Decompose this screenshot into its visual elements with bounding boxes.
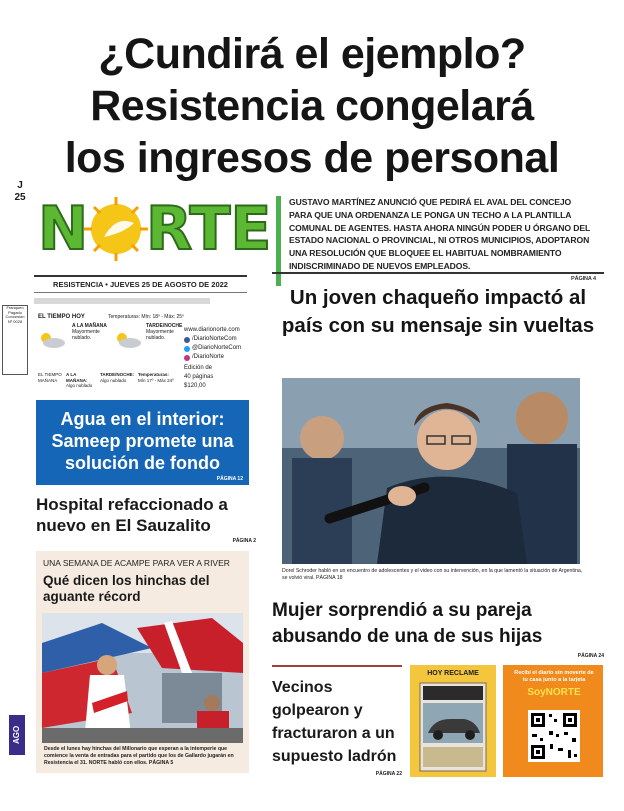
ago-tab: AGO (9, 715, 25, 755)
weather-tomorrow-afternoon-label: TARDE/NOCHE: (100, 372, 135, 377)
vecinos-title[interactable]: Vecinos golpearon y fracturaron a un supuesto ladrón (272, 679, 397, 765)
cloud-sun-icon (114, 332, 142, 348)
weather-tomorrow-morning (66, 372, 96, 389)
weather-box (34, 298, 247, 390)
acampe-story[interactable] (36, 551, 249, 773)
magazine-cover-image (420, 683, 486, 771)
facebook-link[interactable] (184, 335, 241, 344)
twitter-link[interactable] (184, 344, 241, 353)
weather-tomorrow-title: EL TIEMPO MAÑANA (38, 372, 62, 383)
logo-letters-rte: RTE (146, 194, 272, 264)
weather-top-bar (34, 298, 210, 304)
acampe-title: Qué dicen los hinchas del aguante récord (43, 573, 210, 604)
edition-info (184, 364, 241, 391)
hospital-page: PÁGINA 2 (232, 538, 256, 544)
side-day-marker (12, 180, 28, 204)
weather-morning (72, 323, 108, 341)
hoy-reclame-title: HOY RECLAME (427, 670, 479, 677)
acampe-caption: Desde el lunes hay hinchas del Millonario que esperan a la intemperie que comience la venta de entradas para el partido que los de Gallardo jugarán en Resistencia el 31. NORTE habló con ellos. PÁGINA 5 (44, 746, 234, 766)
agua-title: Agua en el interior: Sameep promete una solución de fondo (51, 409, 234, 473)
dek-text: GUSTAVO MARTÍNEZ ANUNCIÓ QUE PEDIRÁ EL AVAL DEL CONCEJO PARA QUE UNA ORDENANZA LE PONGA UN TECHO A LA PLANTILLA COMUNAL DE AGENTES. HASTA AHORA NINGÚN PODER U ÓRGANO DEL ESTADO NACIONAL O PROVINCIAL, NI OTROS MUNICIPIOS, ADOPTARON UNA RESOLUCIÓN QUE BLOQUEE EL HABITUAL NOMBRAMIENTO INDISCRIMINADO DE NUEVOS EMPLEADOS. (289, 197, 590, 271)
side-day-letter: J (17, 180, 23, 191)
edition-pages: 40 páginas (184, 374, 214, 380)
qr-code-icon[interactable] (528, 710, 580, 762)
weather-afternoon-desc: Mayormente nublado. (146, 329, 174, 341)
twitter-text: @DiarioNorteCom (192, 345, 242, 351)
weather-afternoon-label: TARDE/NOCHE (146, 323, 183, 329)
weather-afternoon (146, 323, 184, 341)
logo-letter-n: N (38, 194, 89, 264)
mujer-title[interactable]: Mujer sorprendió a su pareja abusando de una de sus hijas (272, 600, 543, 647)
weather-morning-desc: Mayormente nublado. (72, 329, 100, 341)
weather-tomorrow-morning-label: A LA MAÑANA: (66, 372, 88, 383)
joven-caption: Dorel Schroder habló en un encuentro de adolescentes y el video con su intervención, en la que lamentó la situación de Argentina, se volvió viral. PÁGINA 18 (282, 568, 583, 581)
norte-logo (34, 193, 272, 264)
fans-camping-photo (42, 613, 243, 743)
section-rule (272, 272, 604, 274)
weather-tomorrow-afternoon-value: Algo nublado (100, 377, 127, 383)
facebook-icon (184, 337, 190, 343)
side-day-number: 25 (14, 192, 26, 203)
instagram-icon (184, 355, 190, 361)
weather-tomorrow-temps (138, 372, 184, 383)
website-text: www.diarionorte.com (184, 327, 240, 333)
main-headline (20, 28, 604, 184)
cloud-sun-icon (38, 332, 66, 348)
edition-price: $120,00 (184, 383, 206, 389)
twitter-icon (184, 346, 190, 352)
social-links (184, 326, 241, 391)
headline-line-3: los ingresos de personal (64, 134, 560, 182)
joven-title[interactable]: Un joven chaqueño impactó al país con su mensaje sin vueltas (281, 286, 595, 337)
hoy-reclame-promo[interactable] (410, 665, 496, 777)
acampe-kicker: UNA SEMANA DE ACAMPE PARA VER A RIVER (43, 558, 230, 568)
vecinos-rule (272, 665, 402, 667)
soynorte-brand: SoyNORTE (527, 687, 581, 698)
dek-page: PÁGINA 4 (571, 275, 596, 282)
edition-label: Edición de (184, 365, 213, 371)
headline-line-1: ¿Cundirá el ejemplo? (98, 30, 526, 78)
website-link[interactable] (184, 326, 241, 335)
agua-story[interactable] (36, 400, 249, 485)
postage-box (2, 305, 28, 375)
agua-page: PÁGINA 12 (216, 476, 243, 482)
weather-tomorrow-morning-value: Algo nublado (66, 383, 93, 388)
vecinos-page: PÁGINA 22 (375, 771, 402, 777)
soynorte-promo[interactable] (503, 665, 603, 777)
weather-title: EL TIEMPO HOY (38, 314, 85, 320)
dateline: RESISTENCIA • JUEVES 25 DE AGOSTO DE 2022 (34, 275, 247, 293)
facebook-text: /DiarioNorteCom (192, 336, 237, 342)
headline-line-2: Resistencia congelará (90, 82, 534, 130)
instagram-text: /DiarioNorte (192, 354, 225, 360)
young-speaker-photo (282, 378, 580, 564)
hospital-title[interactable]: Hospital refaccionado a nuevo en El Sauzalito (36, 495, 228, 535)
weather-tomorrow-temps-label: Temperaturas: (138, 372, 169, 377)
mujer-page: PÁGINA 24 (577, 653, 604, 659)
soynorte-text: Recibí el diario sin moverte de tu casa junto a la tarjeta (514, 670, 594, 683)
instagram-link[interactable] (184, 353, 241, 362)
weather-morning-label: A LA MAÑANA (72, 323, 107, 329)
weather-temps: Temperaturas: Mín: 18º - Máx: 25º (108, 314, 184, 320)
postage-text: Franqueo Pagado Concesión Nº 0028 (5, 305, 25, 324)
weather-tomorrow-afternoon (100, 372, 135, 383)
weather-tomorrow-temps-value: Mín 17º - Máx 24º (138, 377, 174, 383)
